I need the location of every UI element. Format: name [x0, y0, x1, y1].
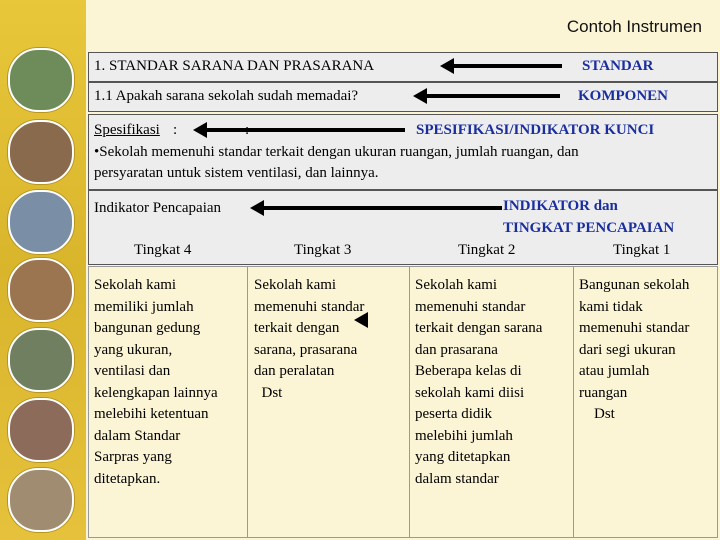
level-line: atau jumlah	[579, 363, 650, 379]
level-line: yang ukuran,	[94, 341, 173, 358]
level-line: memenuhi standar	[579, 320, 690, 336]
photo-6	[8, 398, 74, 462]
level-line: dan peralatan	[254, 363, 335, 379]
photo-5	[8, 328, 74, 392]
level-line: melebihi jumlah	[415, 427, 513, 444]
level-line: sarana, prasarana	[254, 341, 358, 358]
level-line: Beberapa kelas di	[415, 363, 522, 379]
photo-7	[8, 468, 74, 532]
photo-2	[8, 120, 74, 184]
arrow-component	[425, 94, 560, 98]
arrow-standard	[452, 64, 562, 68]
spec-mid-colon: :	[245, 122, 250, 138]
level-line: Bangunan sekolah	[579, 277, 690, 293]
spec-line-2: persyaratan untuk sistem ventilasi, dan lainnya.	[94, 165, 379, 181]
level-line: melebihi ketentuan	[94, 406, 209, 422]
level-line: memiliki jumlah	[94, 298, 194, 315]
level-line: Dst	[579, 406, 615, 422]
photo-strip	[0, 0, 86, 540]
divider-3	[573, 266, 574, 538]
level-line: peserta didik	[415, 406, 493, 422]
level-line: memenuhi standar	[415, 298, 526, 315]
level-line: dan prasarana	[415, 341, 498, 358]
column-level-1	[579, 275, 689, 426]
level-line: Sekolah kami	[254, 277, 337, 293]
photo-3	[8, 190, 74, 254]
level-line: bangunan gedung	[94, 320, 201, 336]
level-line: Sekolah kami	[415, 277, 498, 293]
level-line: Sekolah kami	[94, 277, 177, 293]
spec-label: Spesifikasi	[94, 122, 160, 138]
level-line: yang ditetapkan	[415, 449, 511, 465]
standard-title: 1. STANDAR SARANA DAN PRASARANA	[94, 58, 375, 74]
component-label: KOMPONEN	[578, 88, 668, 104]
page-header: Contoh Instrumen	[566, 17, 702, 36]
level-2: Tingkat 2	[458, 242, 516, 258]
photo-1	[8, 48, 74, 112]
column-level-4	[94, 275, 218, 490]
arrow-indicator	[262, 206, 502, 210]
level-line: dalam Standar	[94, 427, 181, 444]
level-line: ruangan	[579, 384, 628, 401]
spec-colon: :	[173, 122, 178, 138]
photo-4	[8, 258, 74, 322]
level-line: dari segi ukuran	[579, 341, 676, 358]
divider-1	[247, 266, 248, 538]
level-line: Dst	[254, 384, 283, 401]
indicator-label: Indikator Pencapaian	[94, 200, 222, 216]
spec-key-label: SPESIFIKASI/INDIKATOR KUNCI	[416, 122, 655, 138]
column-level-2	[415, 275, 542, 490]
indicator-key-line-1: INDIKATOR dan	[503, 198, 618, 214]
level-line: Sarpras yang	[94, 449, 172, 465]
level-3: Tingkat 3	[294, 242, 352, 258]
level-line: dalam standar	[415, 470, 499, 487]
level-line: kelengkapan lainnya	[94, 384, 218, 401]
level-4: Tingkat 4	[134, 242, 192, 258]
divider-2	[409, 266, 410, 538]
spec-line-1: •Sekolah memenuhi standar terkait dengan ukuran ruangan, jumlah ruangan, dan	[94, 144, 579, 160]
level-line: sekolah kami diisi	[415, 384, 525, 401]
standard-label: STANDAR	[582, 58, 654, 74]
level-line: kami tidak	[579, 298, 643, 315]
level-line: terkait dengan sarana	[415, 320, 543, 336]
level-line: terkait dengan	[254, 320, 340, 336]
indicator-key-line-2: TINGKAT PENCAPAIAN	[503, 220, 675, 236]
level-line: ditetapkan.	[94, 470, 161, 487]
arrow-spec	[205, 128, 405, 132]
level-line: memenuhi standar	[254, 298, 365, 315]
level-line: ventilasi dan	[94, 363, 171, 379]
column-level-3	[254, 275, 364, 404]
question-text: 1.1 Apakah sarana sekolah sudah memadai?	[94, 88, 359, 104]
level-1: Tingkat 1	[613, 242, 671, 258]
